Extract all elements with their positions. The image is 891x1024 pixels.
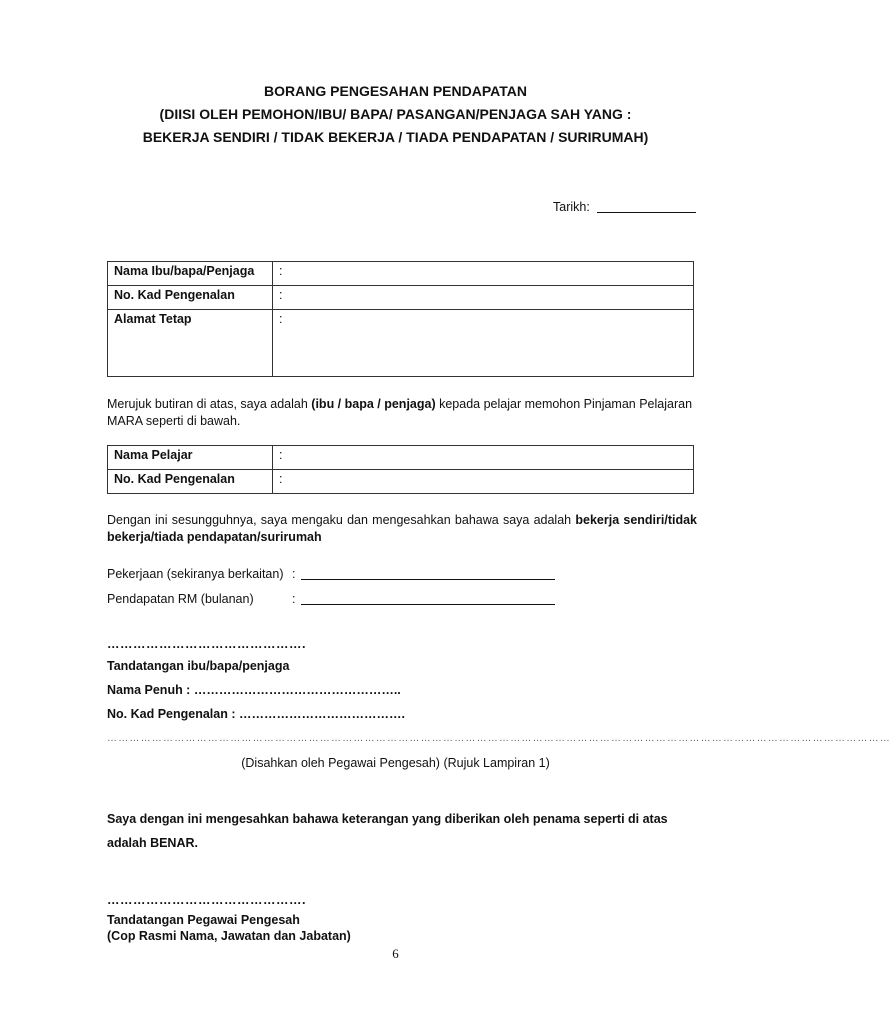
- guardian-name-field[interactable]: :: [273, 262, 694, 286]
- officer-signature-line[interactable]: ……………………………………….: [107, 893, 306, 907]
- student-ic-field[interactable]: :: [273, 470, 694, 494]
- income-label: Pendapatan RM (bulanan): [107, 592, 254, 606]
- full-name-field[interactable]: Nama Penuh : …………………………………………..: [107, 683, 401, 697]
- reference-paragraph: [107, 396, 697, 430]
- table-row: [108, 262, 694, 286]
- student-name-label: Nama Pelajar: [108, 446, 273, 470]
- table-row: [108, 310, 694, 377]
- income-input-line[interactable]: [301, 604, 555, 605]
- officer-signature-label: Tandatangan Pegawai Pengesah: [107, 913, 300, 927]
- table-row: [108, 470, 694, 494]
- date-input-line[interactable]: [597, 212, 696, 213]
- job-colon: :: [292, 567, 296, 581]
- student-info-table: [107, 445, 694, 494]
- reference-text-bold: (ibu / bapa / penjaga): [311, 397, 436, 411]
- official-stamp-label: (Cop Rasmi Nama, Jawatan dan Jabatan): [107, 929, 351, 943]
- declaration-paragraph: [107, 512, 697, 546]
- guardian-name-label: Nama Ibu/bapa/Penjaga: [108, 262, 273, 286]
- date-label: Tarikh:: [553, 200, 590, 214]
- signer-ic-field[interactable]: No. Kad Pengenalan : ………………………………….: [107, 707, 405, 721]
- guardian-ic-label: No. Kad Pengenalan: [108, 286, 273, 310]
- income-colon: :: [292, 592, 296, 606]
- guardian-ic-field[interactable]: :: [273, 286, 694, 310]
- declaration-text: Dengan ini sesungguhnya, saya mengaku dan mengesahkan bahawa saya adalah: [107, 513, 576, 527]
- form-subtitle-line2: BEKERJA SENDIRI / TIDAK BEKERJA / TIADA PENDAPATAN / SURIRUMAH): [142, 129, 649, 145]
- page-number: 6: [392, 946, 399, 961]
- job-label: Pekerjaan (sekiranya berkaitan): [107, 567, 284, 581]
- form-title: BORANG PENGESAHAN PENDAPATAN: [264, 83, 527, 99]
- form-subtitle-line1: (DIISI OLEH PEMOHON/IBU/ BAPA/ PASANGAN/PENJAGA SAH YANG :: [159, 106, 632, 122]
- job-input-line[interactable]: [301, 579, 555, 580]
- address-label: Alamat Tetap: [108, 310, 273, 377]
- dotted-divider: …………………………………………………………………………………………………………………………………………………………………………………………: [107, 733, 891, 744]
- guardian-info-table: [107, 261, 694, 377]
- officer-note: (Disahkan oleh Pegawai Pengesah) (Rujuk Lampiran 1): [241, 756, 550, 770]
- reference-text-pre: Merujuk butiran di atas, saya adalah: [107, 397, 312, 411]
- declaration-status-text: bekerja sendiri/tidak bekerja/tiada pendapatan/surirumah: [107, 513, 698, 544]
- student-ic-label: No. Kad Pengenalan: [108, 470, 273, 494]
- guardian-signature-label: Tandatangan ibu/bapa/penjaga: [107, 659, 290, 673]
- table-row: [108, 286, 694, 310]
- reference-text-post: kepada pelajar memohon Pinjaman Pelajaran MARA seperti di bawah.: [107, 397, 693, 428]
- student-name-field[interactable]: :: [273, 446, 694, 470]
- confirmation-statement: Saya dengan ini mengesahkan bahawa keterangan yang diberikan oleh penama seperti di atas adalah BENAR.: [107, 812, 668, 850]
- table-row: [108, 446, 694, 470]
- guardian-signature-line[interactable]: ……………………………………….: [107, 637, 306, 651]
- address-field[interactable]: :: [273, 310, 694, 377]
